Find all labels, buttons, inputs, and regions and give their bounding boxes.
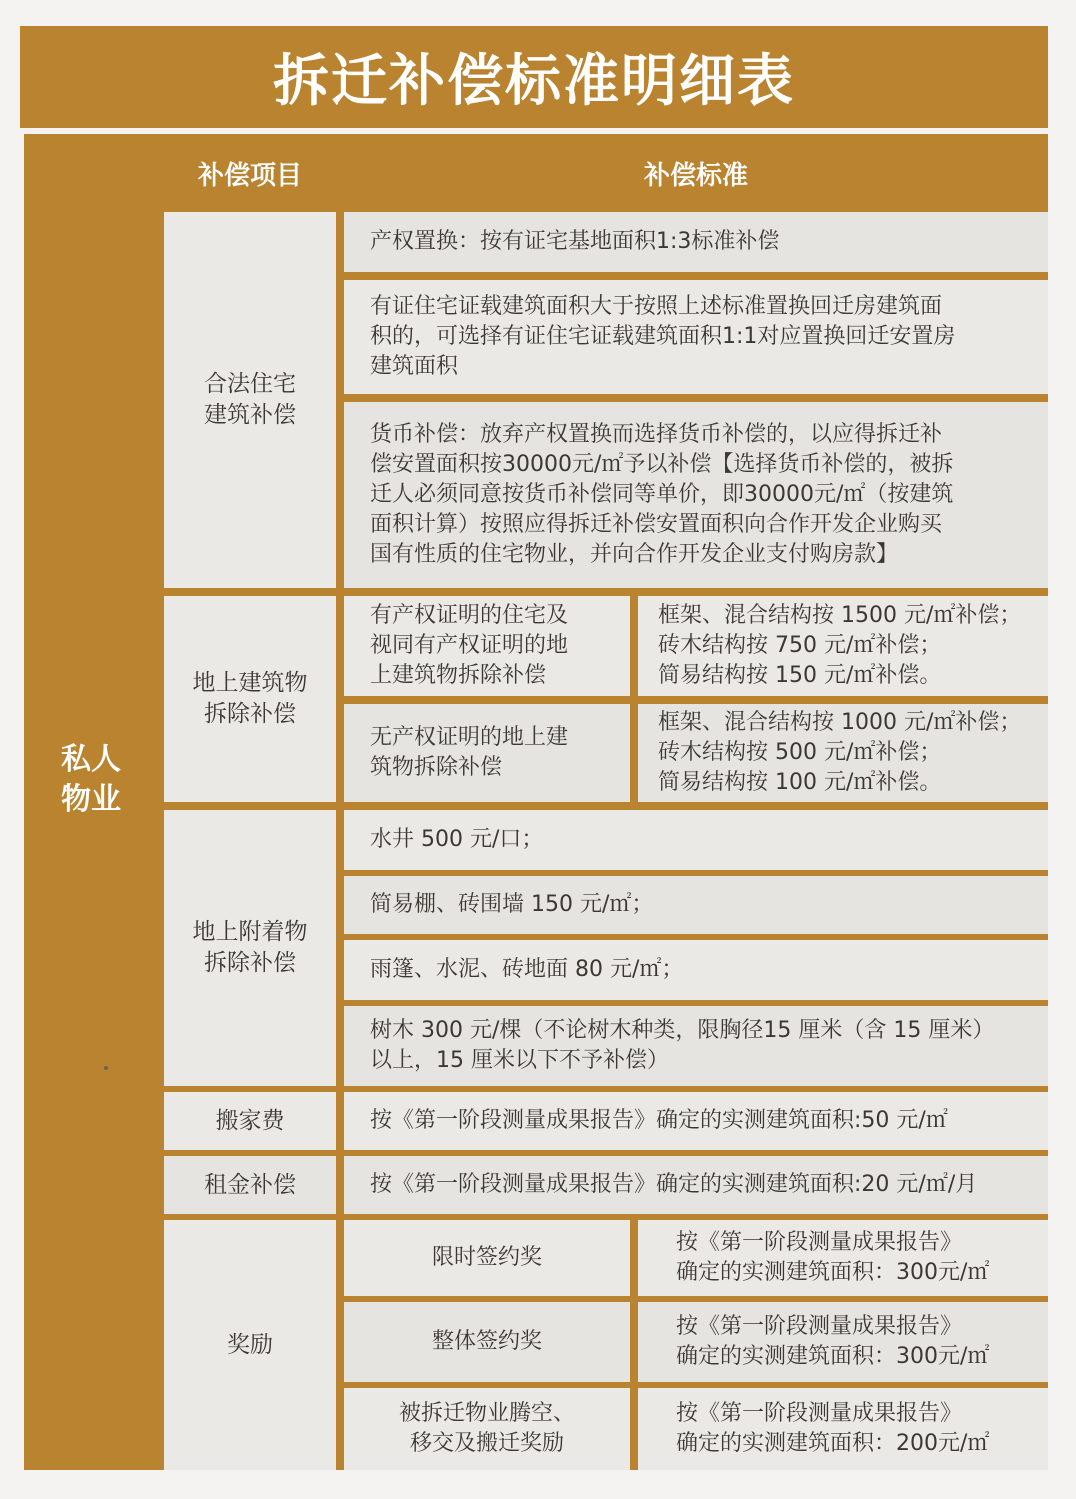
text-line: 砖木结构按 500 元/㎡补偿； <box>658 740 942 765</box>
header-item: 补偿项目 <box>164 140 336 206</box>
text-line: 整体签约奖 <box>431 1329 542 1354</box>
building-demolition-item <box>344 704 630 802</box>
text-line: 确定的实测建筑面积：300元/㎡ <box>676 1260 990 1285</box>
text-line: 筑物拆除补偿 <box>370 755 503 780</box>
text-line: 被拆迁物业腾空、 <box>398 1401 575 1426</box>
attachments-row <box>344 1006 1048 1086</box>
moving-fee-standard: 按《第一阶段测量成果报告》确定的实测建筑面积:50 元/㎡ <box>344 1092 1048 1150</box>
text-line: 确定的实测建筑面积：300元/㎡ <box>676 1344 990 1369</box>
text-line: 地上建筑物 <box>192 670 308 696</box>
text-line: 拆除补偿 <box>204 701 296 727</box>
reward-item <box>344 1302 630 1382</box>
text-line: 产权置换：按有证宅基地面积1:3标准补偿 <box>370 229 780 254</box>
text-line: 国有性质的住宅物业，并向合作开发企业支付购房款】 <box>370 542 899 567</box>
text-line: 简易棚、砖围墙 150 元/㎡； <box>370 892 654 917</box>
reward-standard <box>638 1388 1048 1470</box>
text-line: 有产权证明的住宅及 <box>370 603 569 628</box>
text-line: 面积计算）按照应得拆迁补偿安置面积向合作开发企业购买 <box>370 512 943 537</box>
text-line: 按《第一阶段测量成果报告》 <box>676 1314 963 1339</box>
text-line: 简易结构按 100 元/㎡补偿。 <box>658 770 942 795</box>
text-line: 货币补偿：放弃产权置换而选择货币补偿的，以应得拆迁补 <box>370 422 943 447</box>
text-line: 无产权证明的地上建 <box>370 725 569 750</box>
reward-standard <box>638 1302 1048 1382</box>
building-demolition-item <box>344 596 630 696</box>
reward-item <box>344 1220 630 1296</box>
rewards-label: 奖励 <box>164 1220 336 1470</box>
text-line: 确定的实测建筑面积：200元/㎡ <box>676 1431 990 1456</box>
text-line: 树木 300 元/棵（不论树木种类，限胸径15 厘米（含 15 厘米） <box>370 1018 995 1043</box>
rent-label: 租金补偿 <box>164 1156 336 1214</box>
text-line: 简易结构按 150 元/㎡补偿。 <box>658 663 942 688</box>
text-line: 限时签约奖 <box>431 1245 542 1270</box>
reward-item <box>344 1388 630 1470</box>
text-line: 拆除补偿 <box>204 950 296 976</box>
text-line: 私人 <box>61 742 121 777</box>
text-line: 积的，可选择有证住宅证载建筑面积1:1对应置换回迁安置房 <box>370 324 956 349</box>
text-line: 地上附着物 <box>192 919 308 945</box>
text-line: 移交及搬迁奖励 <box>409 1431 564 1456</box>
attachments-row <box>344 940 1048 1000</box>
header-standard: 补偿标准 <box>344 140 1048 206</box>
text-line: 按《第一阶段测量成果报告》 <box>676 1230 963 1255</box>
moving-fee-label: 搬家费 <box>164 1092 336 1150</box>
text-line: 建筑面积 <box>370 354 459 379</box>
text-line: 水井 500 元/口； <box>370 827 544 852</box>
legal-housing-row <box>344 280 1048 394</box>
text-line: 雨篷、水泥、砖地面 80 元/㎡； <box>370 957 684 982</box>
text-line: 视同有产权证明的地 <box>370 633 569 658</box>
attachments-label <box>164 810 336 1086</box>
text-line: 以上，15 厘米以下不予补偿） <box>370 1048 669 1073</box>
text-line: 按《第一阶段测量成果报告》 <box>676 1401 963 1426</box>
text-line: 框架、混合结构按 1000 元/㎡补偿； <box>658 710 1022 735</box>
text-line: 物业 <box>61 782 121 817</box>
attachments-row <box>344 876 1048 934</box>
text-line: 建筑补偿 <box>204 402 296 428</box>
building-demolition-label <box>164 596 336 802</box>
print-speck <box>104 1066 108 1070</box>
legal-housing-row <box>344 212 1048 272</box>
text-line: 迁人必须同意按货币补偿同等单价，即30000元/㎡（按建筑 <box>370 482 954 507</box>
text-line: 有证住宅证载建筑面积大于按照上述标准置换回迁房建筑面 <box>370 294 943 319</box>
text-line: 框架、混合结构按 1500 元/㎡补偿； <box>658 603 1022 628</box>
text-line: 偿安置面积按30000元/㎡予以补偿【选择货币补偿的，被拆 <box>370 452 954 477</box>
page-title: 拆迁补偿标准明细表 <box>20 26 1048 128</box>
category-label <box>24 740 158 820</box>
text-line: 砖木结构按 750 元/㎡补偿； <box>658 633 942 658</box>
reward-standard <box>638 1220 1048 1296</box>
legal-housing-row <box>344 402 1048 588</box>
attachments-row <box>344 810 1048 870</box>
building-demolition-standard <box>638 704 1048 802</box>
legal-housing-label <box>164 212 336 588</box>
text-line: 上建筑物拆除补偿 <box>370 663 547 688</box>
rent-standard: 按《第一阶段测量成果报告》确定的实测建筑面积:20 元/㎡/月 <box>344 1156 1048 1214</box>
text-line: 合法住宅 <box>204 371 296 397</box>
building-demolition-standard <box>638 596 1048 696</box>
